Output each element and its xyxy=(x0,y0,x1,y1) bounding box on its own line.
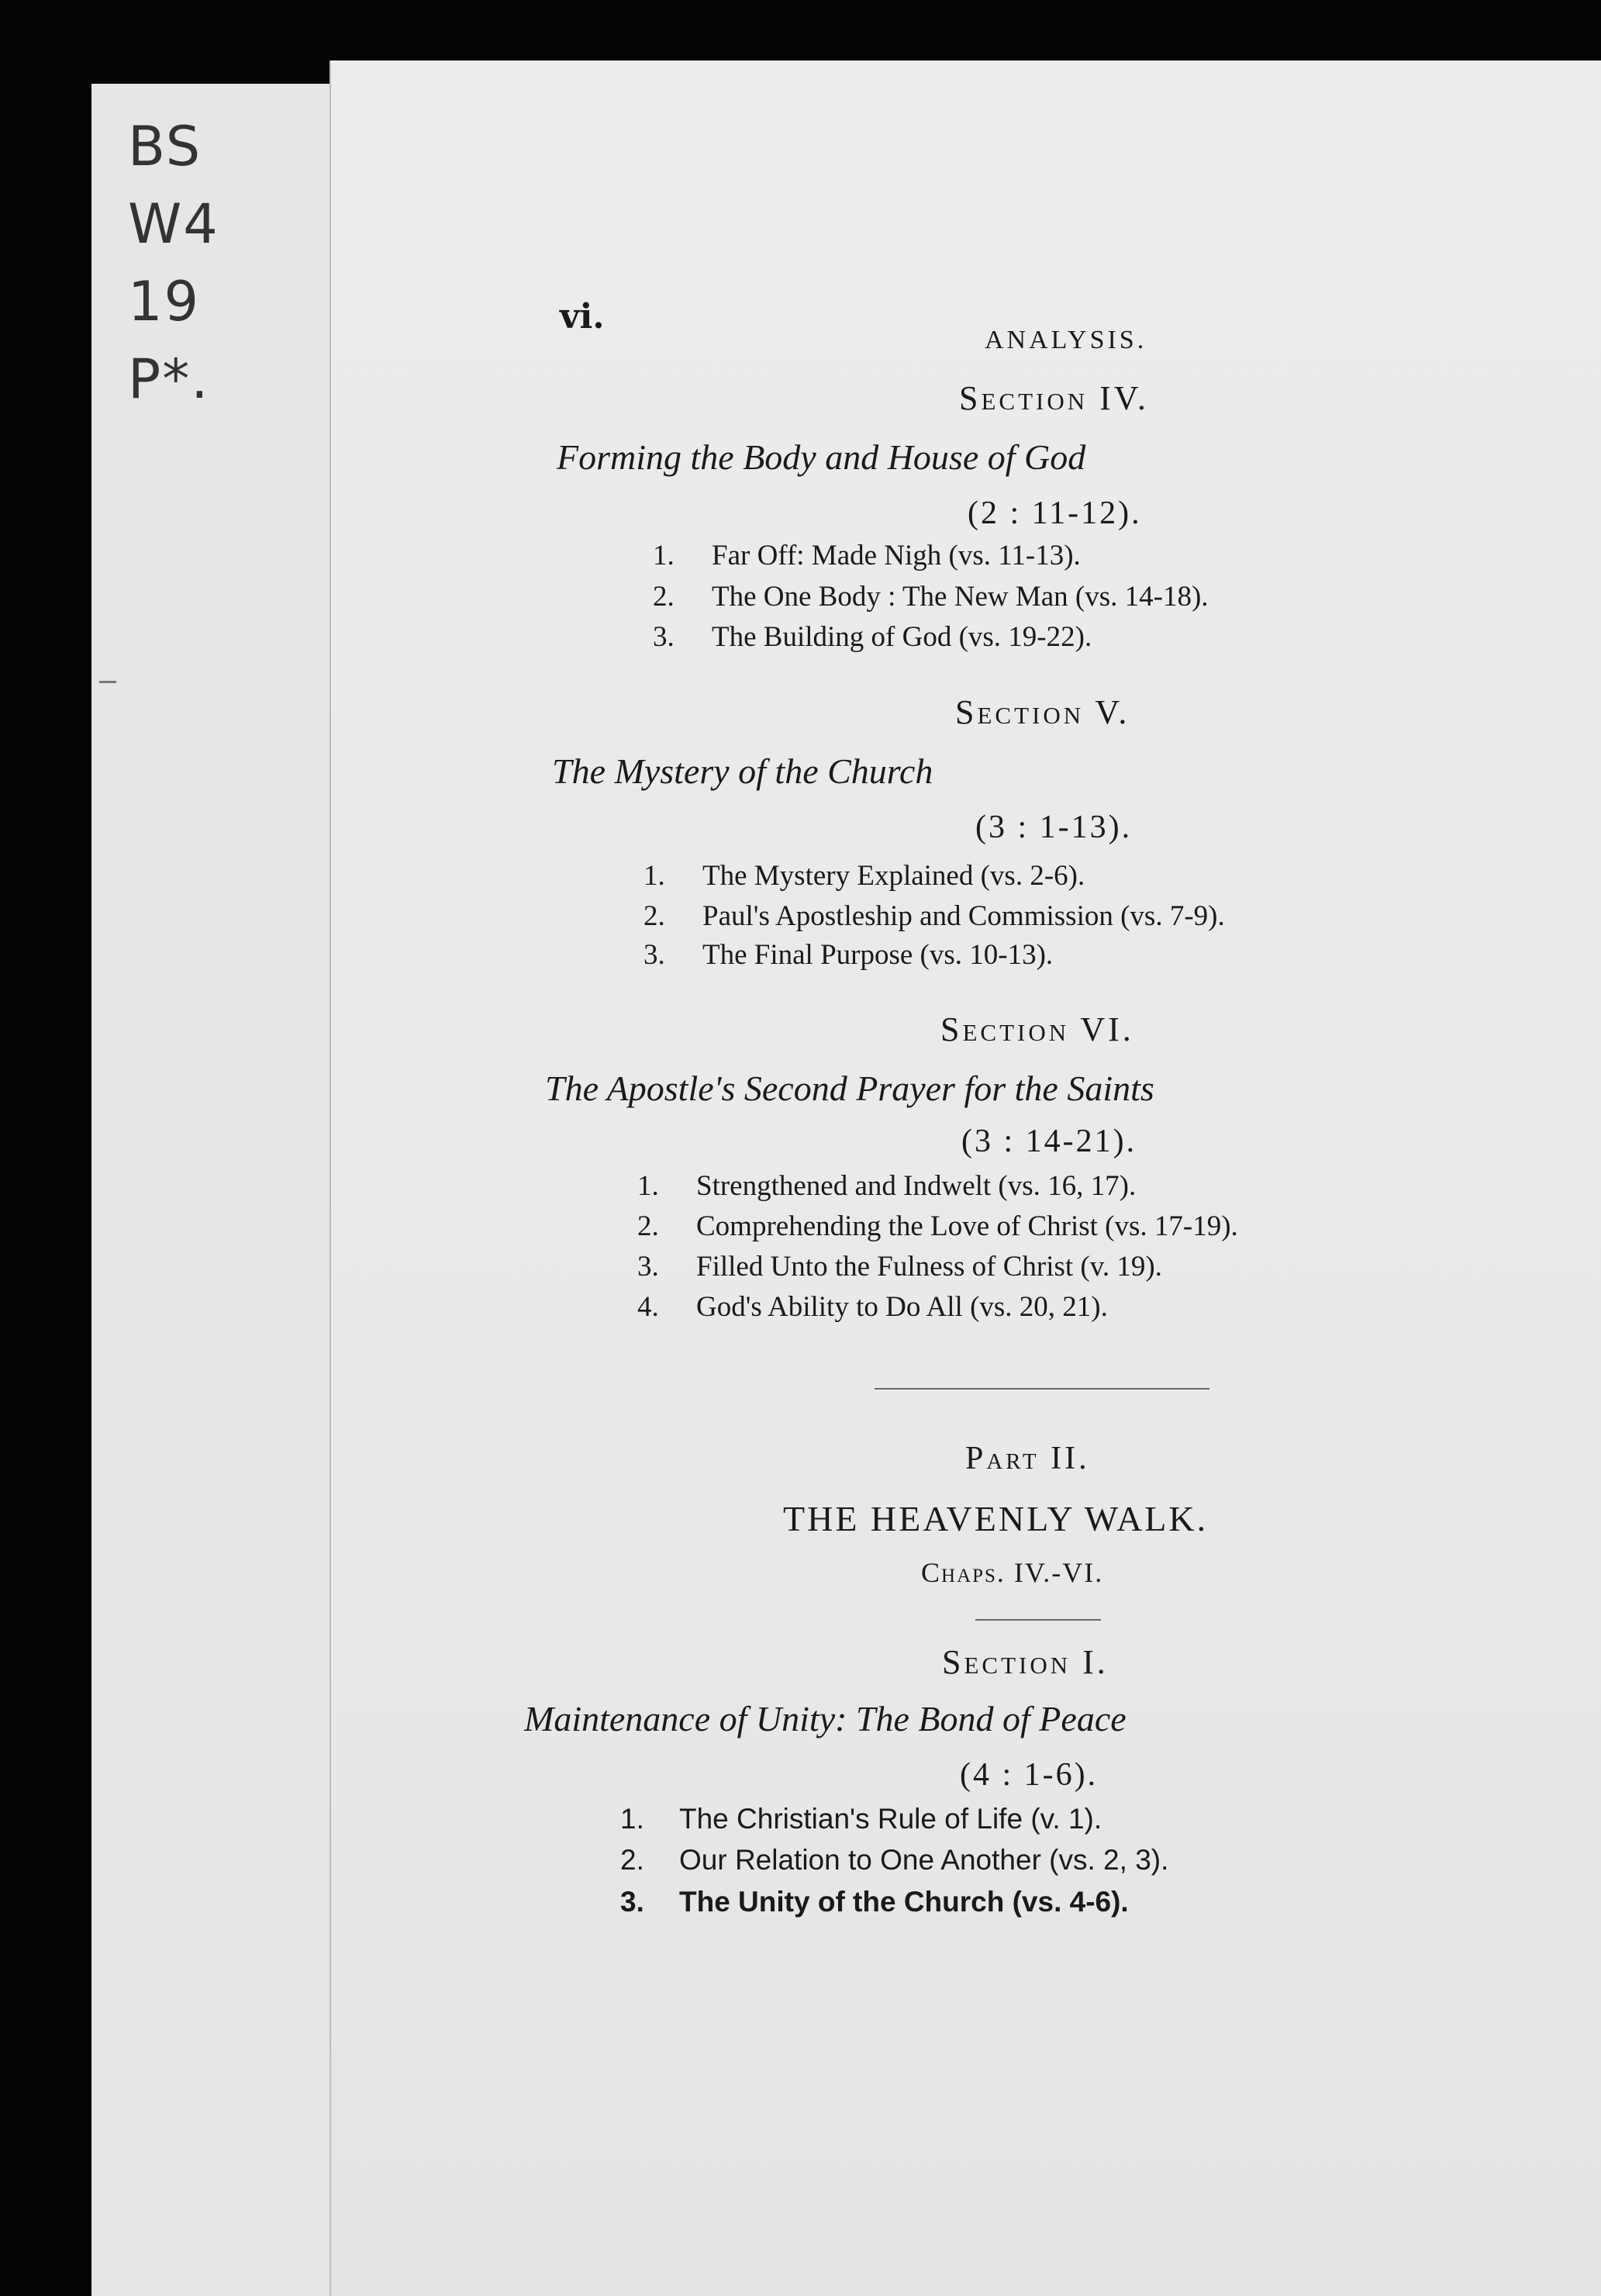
item-text: Comprehending the Love of Christ (vs. 17-19). xyxy=(696,1210,1238,1242)
item-text: God's Ability to Do All (vs. 20, 21). xyxy=(696,1291,1108,1323)
section-title: The Mystery of the Church xyxy=(552,751,933,791)
list-item xyxy=(653,580,1209,613)
list-item xyxy=(653,620,1092,654)
list-item xyxy=(637,1290,1108,1324)
list-item xyxy=(644,938,1053,972)
item-number: 3. xyxy=(644,939,665,971)
section-heading: Section IV. xyxy=(959,379,1149,417)
list-item xyxy=(653,539,1081,572)
item-number: 3. xyxy=(653,621,675,653)
list-item xyxy=(644,859,1085,893)
item-number: 3. xyxy=(637,1251,659,1283)
list-item xyxy=(620,1844,1168,1877)
item-number: 1. xyxy=(637,1170,659,1202)
item-number: 2. xyxy=(620,1844,644,1876)
item-number: 3. xyxy=(620,1886,644,1918)
section-heading: Section I. xyxy=(942,1643,1109,1681)
underlying-sheet xyxy=(91,84,340,2296)
list-item xyxy=(637,1169,1136,1203)
section-reference: (3 : 14-21). xyxy=(961,1124,1137,1159)
section-reference: (3 : 1-13). xyxy=(975,810,1133,845)
section-divider xyxy=(875,1388,1209,1390)
item-number: 1. xyxy=(644,860,665,892)
section-title: Maintenance of Unity: The Bond of Peace xyxy=(524,1699,1127,1738)
item-text: The Mystery Explained (vs. 2-6). xyxy=(702,860,1085,892)
margin-note-line: 19 xyxy=(128,270,201,333)
list-item xyxy=(637,1250,1162,1283)
item-text: Our Relation to One Another (vs. 2, 3). xyxy=(679,1844,1169,1876)
item-number: 2. xyxy=(637,1210,659,1242)
list-item xyxy=(644,899,1225,933)
item-number: 2. xyxy=(644,900,665,932)
part-label: Part II. xyxy=(965,1441,1090,1476)
item-text: The One Body : The New Man (vs. 14-18). xyxy=(712,581,1209,613)
margin-note-line: BS xyxy=(128,115,202,178)
item-number: 1. xyxy=(620,1803,644,1835)
running-head: ANALYSIS. xyxy=(985,326,1147,354)
item-number: 1. xyxy=(653,540,675,571)
item-text: Strengthened and Indwelt (vs. 16, 17). xyxy=(696,1170,1137,1202)
page-number: vi. xyxy=(560,297,605,337)
part-title: THE HEAVENLY WALK. xyxy=(783,1499,1209,1538)
margin-note-line: P*. xyxy=(128,347,210,411)
section-title: The Apostle's Second Prayer for the Saints xyxy=(545,1069,1154,1108)
section-title: Forming the Body and House of God xyxy=(557,437,1086,477)
item-text: The Final Purpose (vs. 10-13). xyxy=(702,939,1054,971)
list-item xyxy=(620,1803,1102,1835)
list-item xyxy=(620,1886,1129,1918)
item-text: The Unity of the Church (vs. 4-6). xyxy=(679,1886,1129,1918)
item-number: 2. xyxy=(653,581,675,613)
section-heading: Section VI. xyxy=(940,1010,1134,1048)
item-text: Paul's Apostleship and Commission (vs. 7-9). xyxy=(702,900,1225,932)
section-reference: (4 : 1-6). xyxy=(960,1757,1099,1793)
item-text: Filled Unto the Fulness of Christ (v. 19). xyxy=(696,1251,1162,1283)
short-divider xyxy=(975,1619,1101,1621)
part-chapters: Chaps. IV.-VI. xyxy=(921,1557,1104,1588)
margin-note-line: W4 xyxy=(128,192,219,256)
item-text: The Building of God (vs. 19-22). xyxy=(712,621,1092,653)
margin-tick xyxy=(99,681,116,683)
item-text: Far Off: Made Nigh (vs. 11-13). xyxy=(712,540,1081,571)
item-number: 4. xyxy=(637,1291,659,1323)
section-reference: (2 : 11-12). xyxy=(968,495,1142,531)
section-heading: Section V. xyxy=(955,693,1130,731)
list-item xyxy=(637,1210,1238,1243)
item-text: The Christian's Rule of Life (v. 1). xyxy=(679,1803,1102,1835)
